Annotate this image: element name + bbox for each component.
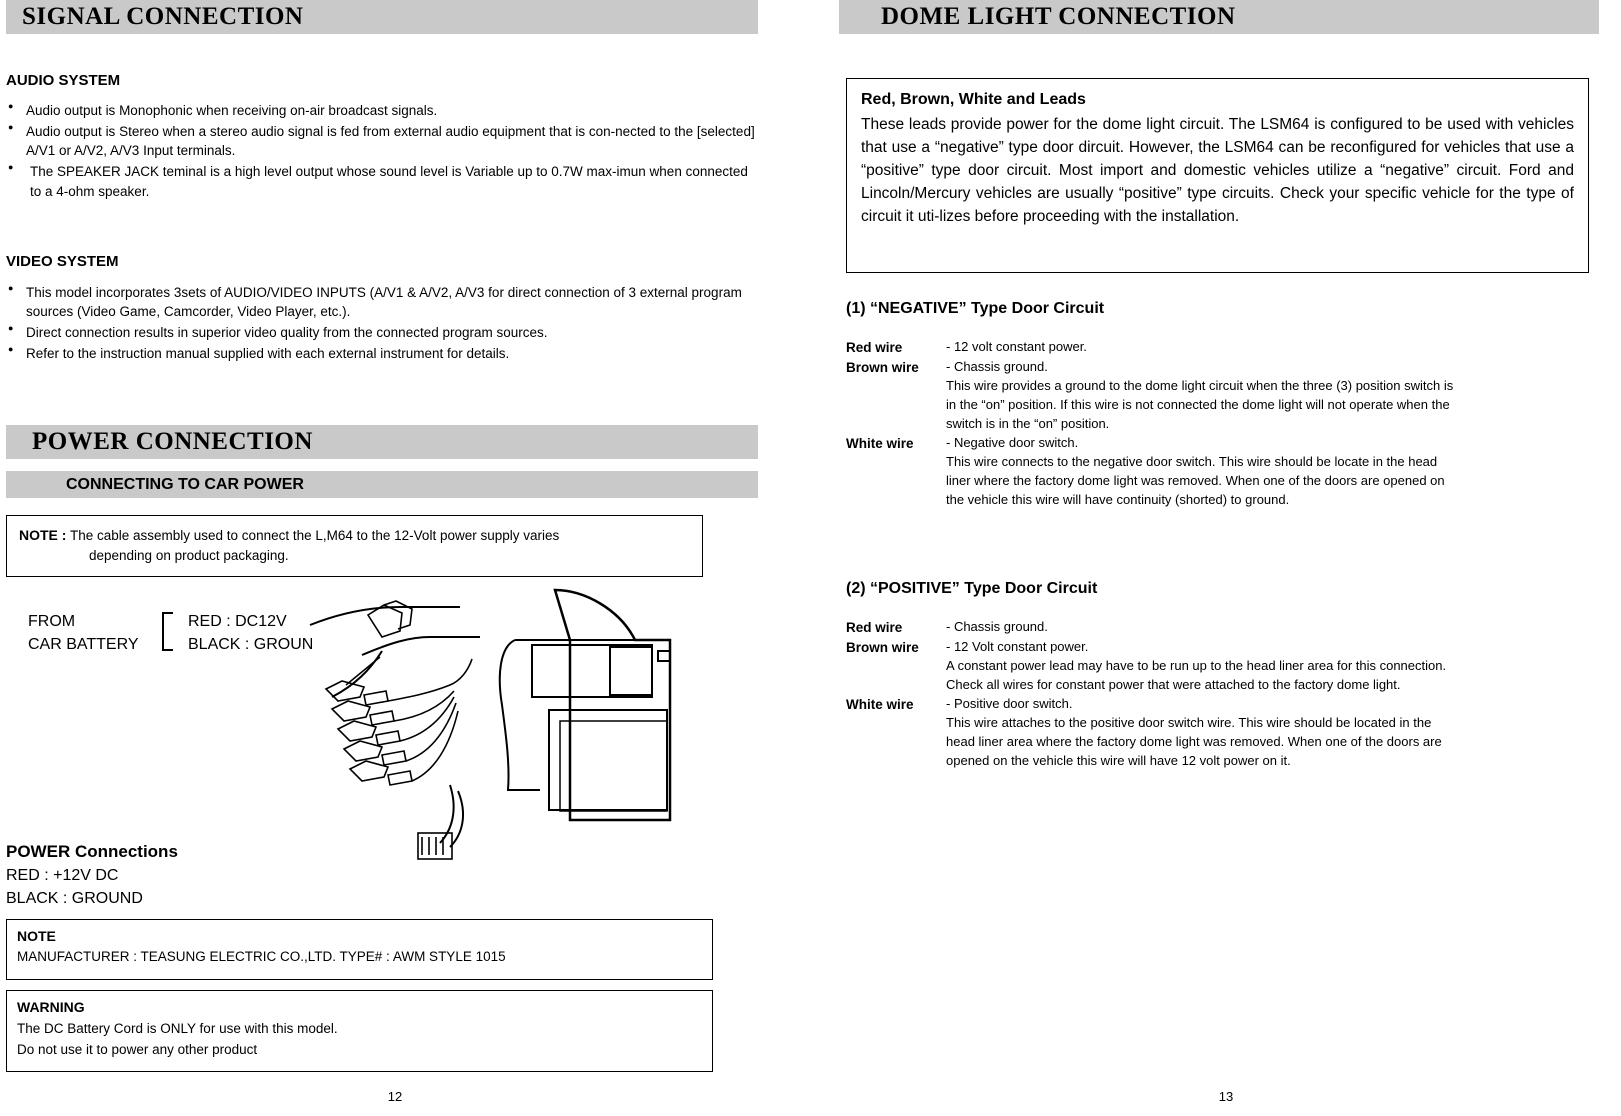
power-connection-title: POWER CONNECTION [32,428,313,455]
power-connections-heading: POWER Connections [6,842,178,861]
positive-circuit-heading: (2) “POSITIVE” Type Door Circuit [846,580,1098,597]
wire-desc: - 12 Volt constant power. [946,638,1089,654]
wire-cont: This wire provides a ground to the dome light circuit when the three (3) position switch is [946,378,1454,394]
connecting-to-car-power-title: CONNECTING TO CAR POWER [66,475,304,493]
wire-cont: opened on the vehicle this wire will have 12 volt power on it. [946,753,1291,769]
wire-desc: - 12 volt constant power. [946,339,1087,354]
right-page [831,0,1621,1116]
cable-note-label: NOTE : [19,527,67,543]
warning-title: WARNING [17,999,85,1015]
audio-system-bullets [6,101,758,201]
wire-term: Red wire [846,620,903,635]
wire-cont: head liner area where the factory dome light was removed. When one of the doors are [946,734,1442,750]
diagram-from-label: FROM CAR BATTERY [28,613,139,654]
wire-term: Red wire [846,340,903,355]
video-system-heading: VIDEO SYSTEM [6,253,119,270]
list-item: ● Audio output is Stereo when a stereo audio signal is fed from external audio equipment that is con-nected to the [selected] A/V1 or A/V2, A/V3 Input terminals. [6,122,758,160]
leads-info-text: These leads provide power for the dome light circuit. The LSM64 is configured to be used with vehicles that use a “negative” type door dircuit. However, the LSM64 can be reconfigured for vehicles that use a “positive” type door circuit. Most import and domestic vehicles utilize a “negative” circuit. Ford and Lincoln/Mercury vehicles are usually “positive” type circuits. Check your specific vehicle for the type of circuit it uti-lizes before proceeding with the installation. [861,116,1574,225]
manufacturer-note-box [6,919,713,980]
wire-cont: A constant power lead may have to be run up to the head liner area for this connection. [946,658,1447,674]
dome-light-connection-title: DOME LIGHT CONNECTION [881,3,1236,30]
list-item: ● This model incorporates 3sets of AUDIO/VIDEO INPUTS (A/V1 & A/V2, A/V3 for direct connection of 3 external program sources (Video Game, Camcorder, Video Player, etc.). [6,283,758,321]
signal-connection-banner [6,0,758,34]
power-connection-banner [6,425,758,459]
wire-row [846,338,1596,358]
power-connections-summary [6,842,178,910]
wire-cont: in the “on” position. If this wire is not connected the dome light will not operate when the [946,396,1450,412]
dome-light-connection-banner [839,0,1599,34]
wire-row [846,695,1596,715]
power-connections-black: BLACK : GROUND [6,890,143,908]
list-item: ● Refer to the instruction manual supplied with each external instrument for details. [6,344,758,363]
wire-row [846,638,1596,658]
power-connection-diagram [10,585,730,875]
audio-system-heading: AUDIO SYSTEM [6,72,121,89]
video-system-bullets [6,283,758,364]
power-connections-red: RED : +12V DC [6,867,119,884]
negative-circuit-block [846,300,1596,510]
manufacturer-note-text: MANUFACTURER : TEASUNG ELECTRIC CO.,LTD. TYPE# : AWM STYLE 1015 [17,949,506,964]
negative-circuit-heading: (1) “NEGATIVE” Type Door Circuit [846,300,1105,317]
warning-line-2: Do not use it to power any other product [17,1042,258,1057]
wire-cont: switch is in the “on” position. [946,415,1110,431]
negative-circuit-list [846,338,1596,510]
wire-term: Brown wire [846,639,919,655]
wire-cont: the vehicle this wire will have continuity (shorted) to ground. [946,491,1290,507]
wire-term: White wire [846,435,914,451]
wire-row [846,618,1596,638]
wire-desc: - Chassis ground. [946,619,1048,634]
warning-line-1: The DC Battery Cord is ONLY for use with this model. [17,1021,338,1036]
warning-box [6,990,713,1072]
wire-desc: - Negative door switch. [946,434,1079,450]
leads-info-box [846,78,1589,273]
wire-row [846,434,1596,454]
wire-cont: This wire attaches to the positive door switch wire. This wire should be located in the [946,715,1432,731]
wire-desc: - Chassis ground. [946,358,1048,374]
left-page [0,0,790,1116]
wire-cont: This wire connects to the negative door switch. This wire should be locate in the head [946,454,1438,470]
left-page-number: 12 [387,1089,403,1104]
wire-term: White wire [846,696,914,712]
wire-cont: Check all wires for constant power that were attached to the factory dome light. [946,676,1401,692]
right-page-number: 13 [1218,1089,1234,1104]
wire-term: Brown wire [846,359,919,375]
audio-system-block [6,72,758,203]
diagram-wire-labels: RED : DC12V BLACK : GROUN [188,613,314,654]
wiring-harness-illustration [10,585,730,875]
wire-cont: liner where the factory dome light was removed. When one of the doors are opened on [946,473,1445,489]
cable-note-text: The cable assembly used to connect the L,M64 to the 12-Volt power supply varies [69,528,560,543]
video-system-block [6,253,758,366]
wire-row [846,358,1596,378]
manufacturer-note-title: NOTE [17,928,56,944]
list-item: ● Audio output is Monophonic when receiving on-air broadcast signals. [6,101,758,120]
positive-circuit-list [846,618,1596,771]
connecting-to-car-power-banner [6,471,758,498]
cable-note-text-line2: depending on product packaging. [89,548,289,564]
positive-circuit-block [846,580,1596,771]
list-item: ● The SPEAKER JACK teminal is a high level output whose sound level is Variable up to 0.7W max-imun when connected to a 4-ohm speaker. [6,162,758,200]
signal-connection-title: SIGNAL CONNECTION [22,3,304,30]
cable-note-box [6,515,703,577]
list-item: ● Direct connection results in superior video quality from the connected program sources. [6,323,758,342]
wire-desc: - Positive door switch. [946,695,1073,711]
leads-info-title: Red, Brown, White and Leads [861,91,1086,108]
